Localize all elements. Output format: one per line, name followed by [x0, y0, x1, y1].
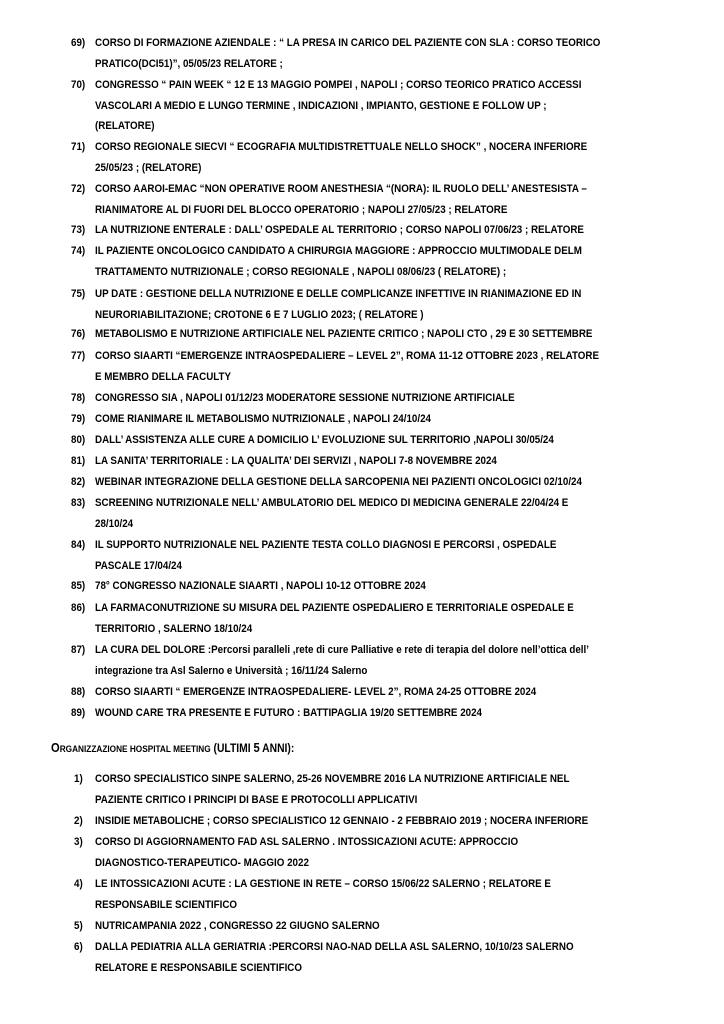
- item-number: 77): [71, 350, 86, 362]
- item-number: 80): [71, 434, 86, 446]
- item-text: IL PAZIENTE ONCOLOGICO CANDIDATO A CHIRURGIA MAGGIORE : APPROCCIO MULTIMODALE DELM TRATTAMENTO NUTRIZIONALE ; CORSO REGIONALE , NAPOLI 08/06/23 ( RELATORE) ;: [95, 245, 582, 278]
- item-text: IL SUPPORTO NUTRIZIONALE NEL PAZIENTE TESTA COLLO DIAGNOSI E PERCORSI , OSPEDALE PASCALE 17/04/24: [95, 539, 557, 572]
- section-title-main: RGANIZZAZIONE HOSPITAL MEETING: [59, 744, 211, 755]
- item-number: 1): [74, 773, 83, 785]
- item-text: LA CURA DEL DOLORE :Percorsi paralleli ,rete di cure Palliative e rete di terapia del dolore nell’ottica dell’ integrazione tra Asl Salerno e Università ; 16/11/24 Salerno: [95, 644, 589, 677]
- item-number: 87): [71, 644, 86, 656]
- item-number: 5): [74, 920, 83, 932]
- item-text: WOUND CARE TRA PRESENTE E FUTURO : BATTIPAGLIA 19/20 SETTEMBRE 2024: [95, 707, 482, 719]
- item-text: CORSO AAROI-EMAC “NON OPERATIVE ROOM ANESTHESIA “(NORA): IL RUOLO DELL’ ANESTESISTA – RIANIMATORE AL DI FUORI DEL BLOCCO OPERATORIO ; NAPOLI 27/05/23 ; RELATORE: [95, 183, 587, 216]
- item-text: LE INTOSSICAZIONI ACUTE : LA GESTIONE IN RETE – CORSO 15/06/22 SALERNO ; RELATORE E RESPONSABILE SCIENTIFICO: [95, 878, 551, 911]
- item-number: 69): [71, 37, 86, 49]
- item-number: 88): [71, 686, 86, 698]
- item-text: 78° CONGRESSO NAZIONALE SIAARTI , NAPOLI 10-12 OTTOBRE 2024: [95, 580, 426, 592]
- item-number: 86): [71, 602, 86, 614]
- item-text: CONGRESSO “ PAIN WEEK “ 12 E 13 MAGGIO POMPEI , NAPOLI ; CORSO TEORICO PRATICO ACCESSI VASCOLARI A MEDIO E LUNGO TERMINE , INDICAZIONI , IMPIANTO, GESTIONE E FOLLOW UP ; (RELATORE): [95, 79, 582, 133]
- item-text: CORSO DI AGGIORNAMENTO FAD ASL SALERNO . INTOSSICAZIONI ACUTE: APPROCCIO DIAGNOSTICO-TERAPEUTICO- MAGGIO 2022: [95, 836, 519, 869]
- item-number: 89): [71, 707, 86, 719]
- item-text: CORSO SIAARTI “EMERGENZE INTRAOSPEDALIERE – LEVEL 2”, ROMA 11-12 OTTOBRE 2023 , RELATORE E MEMBRO DELLA FACULTY: [95, 350, 600, 383]
- item-number: 2): [74, 815, 83, 827]
- item-text: CORSO DI FORMAZIONE AZIENDALE : “ LA PRESA IN CARICO DEL PAZIENTE CON SLA : CORSO TEORICO PRATICO(DCI51)”, 05/05/23 RELATORE ;: [95, 37, 601, 70]
- item-number: 71): [71, 141, 86, 153]
- item-number: 70): [71, 79, 86, 91]
- item-text: CORSO SIAARTI “ EMERGENZE INTRAOSPEDALIERE- LEVEL 2”, ROMA 24-25 OTTOBRE 2024: [95, 686, 537, 698]
- item-number: 82): [71, 476, 86, 488]
- item-number: 75): [71, 288, 86, 300]
- item-number: 83): [71, 497, 86, 509]
- item-text: COME RIANIMARE IL METABOLISMO NUTRIZIONALE , NAPOLI 24/10/24: [95, 413, 432, 425]
- section-title-initial: O: [51, 740, 60, 755]
- item-text: CORSO SPECIALISTICO SINPE SALERNO, 25-26 NOVEMBRE 2016 LA NUTRIZIONE ARTIFICIALE NEL PAZIENTE CRITICO I PRINCIPI DI BASE E PROTOCOLLI APPLICATIVI: [95, 773, 570, 806]
- item-number: 74): [71, 245, 86, 257]
- item-text: WEBINAR INTEGRAZIONE DELLA GESTIONE DELLA SARCOPENIA NEI PAZIENTI ONCOLOGICI 02/10/24: [95, 476, 582, 488]
- item-number: 6): [74, 941, 83, 953]
- item-number: 81): [71, 455, 86, 467]
- item-text: INSIDIE METABOLICHE ; CORSO SPECIALISTICO 12 GENNAIO - 2 FEBBRAIO 2019 ; NOCERA INFERIORE: [95, 815, 589, 827]
- item-text: LA NUTRIZIONE ENTERALE : DALL’ OSPEDALE AL TERRITORIO ; CORSO NAPOLI 07/06/23 ; RELATORE: [95, 224, 584, 236]
- item-number: 4): [74, 878, 83, 890]
- item-text: LA SANITA’ TERRITORIALE : LA QUALITA’ DEI SERVIZI , NAPOLI 7-8 NOVEMBRE 2024: [95, 455, 497, 467]
- item-text: UP DATE : GESTIONE DELLA NUTRIZIONE E DELLE COMPLICANZE INFETTIVE IN RIANIMAZIONE ED IN NEURORIABILITAZIONE; CROTONE 6 E 7 LUGLIO 2023; ( RELATORE ): [95, 288, 582, 321]
- item-number: 72): [71, 183, 86, 195]
- section-title-end: ANNI):: [259, 741, 295, 755]
- section-title: [51, 740, 294, 758]
- item-text: DALL’ ASSISTENZA ALLE CURE A DOMICILIO L’ EVOLUZIONE SUL TERRITORIO ,NAPOLI 30/05/24: [95, 434, 554, 446]
- item-text: METABOLISMO E NUTRIZIONE ARTIFICIALE NEL PAZIENTE CRITICO ; NAPOLI CTO , 29 E 30 SETTEMBRE: [95, 328, 593, 340]
- item-number: 3): [74, 836, 83, 848]
- item-number: 85): [71, 580, 86, 592]
- item-text: CONGRESSO SIA , NAPOLI 01/12/23 MODERATORE SESSIONE NUTRIZIONE ARTIFICIALE: [95, 392, 515, 404]
- item-number: 73): [71, 224, 86, 236]
- item-number: 84): [71, 539, 86, 551]
- section-title-number: 5: [253, 740, 260, 755]
- item-number: 78): [71, 392, 86, 404]
- item-text: NUTRICAMPANIA 2022 , CONGRESSO 22 GIUGNO SALERNO: [95, 920, 380, 932]
- item-text: CORSO REGIONALE SIECVI “ ECOGRAFIA MULTIDISTRETTUALE NELLO SHOCK” , NOCERA INFERIORE 25/05/23 ; (RELATORE): [95, 141, 588, 174]
- item-number: 79): [71, 413, 86, 425]
- item-text: DALLA PEDIATRIA ALLA GERIATRIA :PERCORSI NAO-NAD DELLA ASL SALERNO, 10/10/23 SALERNO RELATORE E RESPONSABILE SCIENTIFICO: [95, 941, 574, 974]
- item-number: 76): [71, 328, 86, 340]
- section-title-paren: (ULTIMI: [210, 741, 254, 755]
- item-text: LA FARMACONUTRIZIONE SU MISURA DEL PAZIENTE OSPEDALIERO E TERRITORIALE OSPEDALE E TERRITORIO , SALERNO 18/10/24: [95, 602, 574, 635]
- item-text: SCREENING NUTRIZIONALE NELL’ AMBULATORIO DEL MEDICO DI MEDICINA GENERALE 22/04/24 E 28/10/24: [95, 497, 569, 530]
